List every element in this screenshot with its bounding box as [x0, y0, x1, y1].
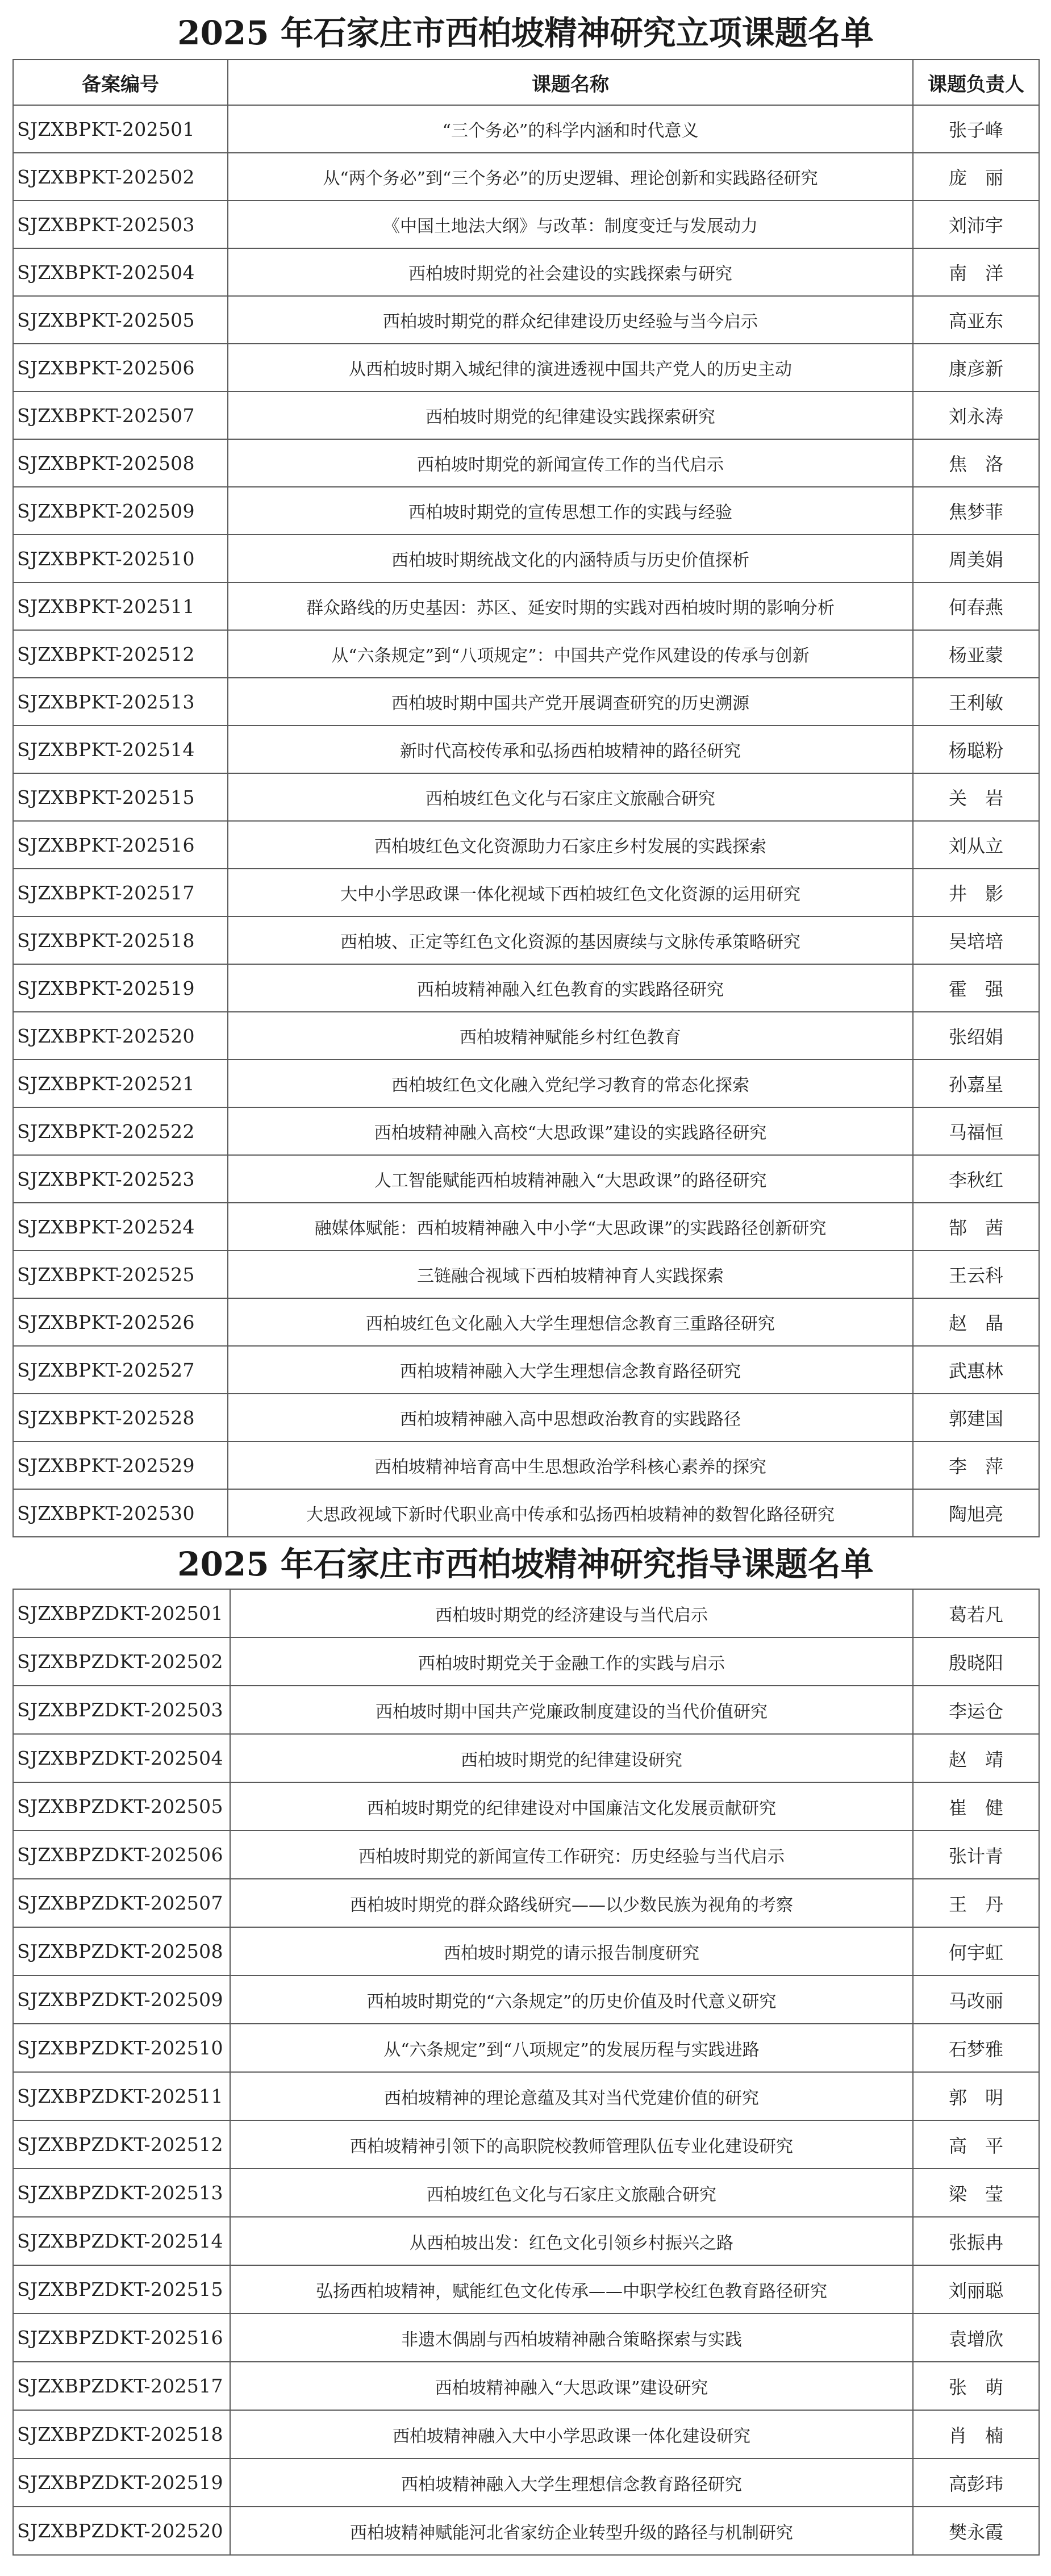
- table-row: [13, 1155, 1039, 1203]
- topic-name-cell: 《中国土地法大纲》与改革：制度变迁与发展动力: [228, 201, 913, 248]
- topic-leader-cell: 张子峰: [913, 105, 1039, 153]
- topic-name-cell: 西柏坡红色文化与石家庄文旅融合研究: [228, 773, 913, 821]
- table-row: [13, 1879, 1039, 1927]
- topic-name-cell: 群众路线的历史基因：苏区、延安时期的实践对西柏坡时期的影响分析: [228, 582, 913, 630]
- filing-number-cell: SJZXBPKT-202523: [13, 1155, 228, 1203]
- filing-number-cell: SJZXBPZDKT-202510: [13, 2024, 230, 2072]
- table-row: [13, 1251, 1039, 1298]
- topic-leader-cell: 郭建国: [913, 1394, 1039, 1441]
- topic-name-cell: 西柏坡、正定等红色文化资源的基因赓续与文脉传承策略研究: [228, 916, 913, 964]
- filing-number-cell: SJZXBPKT-202519: [13, 964, 228, 1012]
- topic-name-cell: 从“六条规定”到“八项规定”的发展历程与实践进路: [230, 2024, 913, 2072]
- table-row: [13, 1441, 1039, 1489]
- topic-leader-cell: 王利敏: [913, 678, 1039, 726]
- filing-number-cell: SJZXBPZDKT-202506: [13, 1831, 230, 1879]
- filing-number-cell: SJZXBPZDKT-202511: [13, 2072, 230, 2120]
- filing-number-cell: SJZXBPKT-202520: [13, 1012, 228, 1060]
- topic-leader-cell: 樊永霞: [913, 2507, 1039, 2555]
- topic-name-cell: 西柏坡时期党的纪律建设实践探索研究: [228, 391, 913, 439]
- topic-name-cell: 从西柏坡时期入城纪律的演进透视中国共产党人的历史主动: [228, 344, 913, 391]
- table-row: [13, 487, 1039, 535]
- topic-name-cell: 西柏坡精神融入高中思想政治教育的实践路径: [228, 1394, 913, 1441]
- table-row: [13, 2217, 1039, 2265]
- table-row: [13, 2314, 1039, 2362]
- topic-leader-cell: 李秋红: [913, 1155, 1039, 1203]
- topic-leader-cell: 高亚东: [913, 296, 1039, 344]
- filing-number-cell: SJZXBPZDKT-202509: [13, 1975, 230, 2024]
- filing-number-cell: SJZXBPZDKT-202503: [13, 1686, 230, 1734]
- table-row: [13, 1589, 1039, 1637]
- topic-name-cell: 西柏坡时期中国共产党廉政制度建设的当代价值研究: [230, 1686, 913, 1734]
- filing-number-cell: SJZXBPKT-202527: [13, 1346, 228, 1394]
- topic-name-cell: 西柏坡时期党的纪律建设研究: [230, 1734, 913, 1782]
- topic-leader-cell: 霍 强: [913, 964, 1039, 1012]
- table-row: [13, 344, 1039, 391]
- topic-leader-cell: 高 平: [913, 2120, 1039, 2169]
- filing-number-cell: SJZXBPKT-202511: [13, 582, 228, 630]
- table-row: [13, 1831, 1039, 1879]
- topic-leader-cell: 崔 健: [913, 1782, 1039, 1831]
- filing-number-cell: SJZXBPZDKT-202512: [13, 2120, 230, 2169]
- topic-leader-cell: 殷晓阳: [913, 1637, 1039, 1686]
- table-row: [13, 1686, 1039, 1734]
- table-row: [13, 1107, 1039, 1155]
- topic-leader-cell: 袁增欣: [913, 2314, 1039, 2362]
- table-row: [13, 296, 1039, 344]
- filing-number-cell: SJZXBPKT-202528: [13, 1394, 228, 1441]
- filing-number-cell: SJZXBPKT-202530: [13, 1489, 228, 1537]
- filing-number-cell: SJZXBPZDKT-202505: [13, 1782, 230, 1831]
- topic-leader-cell: 刘丽聪: [913, 2265, 1039, 2314]
- topic-name-cell: 西柏坡红色文化融入大学生理想信念教育三重路径研究: [228, 1298, 913, 1346]
- topic-leader-cell: 焦 洛: [913, 439, 1039, 487]
- filing-number-cell: SJZXBPZDKT-202517: [13, 2362, 230, 2410]
- topic-name-cell: 西柏坡精神赋能乡村红色教育: [228, 1012, 913, 1060]
- topic-leader-cell: 马福恒: [913, 1107, 1039, 1155]
- table-row: [13, 1060, 1039, 1107]
- approved-topics-table: [12, 59, 1040, 1537]
- topic-name-cell: 西柏坡时期党关于金融工作的实践与启示: [230, 1637, 913, 1686]
- topic-leader-cell: 马改丽: [913, 1975, 1039, 2024]
- table-row: [13, 821, 1039, 869]
- table-row: [13, 1203, 1039, 1251]
- topic-leader-cell: 高彭玮: [913, 2458, 1039, 2507]
- filing-number-cell: SJZXBPZDKT-202516: [13, 2314, 230, 2362]
- table-row: [13, 582, 1039, 630]
- topic-leader-cell: 李运仓: [913, 1686, 1039, 1734]
- topic-name-cell: 西柏坡精神引领下的高职院校教师管理队伍专业化建设研究: [230, 2120, 913, 2169]
- table-row: [13, 1394, 1039, 1441]
- table-row: [13, 2120, 1039, 2169]
- filing-number-cell: SJZXBPKT-202526: [13, 1298, 228, 1346]
- topic-leader-cell: 周美娟: [913, 535, 1039, 582]
- topic-leader-cell: 肖 楠: [913, 2410, 1039, 2458]
- topic-leader-cell: 赵 晶: [913, 1298, 1039, 1346]
- topic-name-cell: 西柏坡时期党的请示报告制度研究: [230, 1927, 913, 1975]
- filing-number-cell: SJZXBPZDKT-202520: [13, 2507, 230, 2555]
- filing-number-cell: SJZXBPZDKT-202507: [13, 1879, 230, 1927]
- approved-topics-body: [13, 105, 1039, 1537]
- topic-name-cell: 西柏坡红色文化资源助力石家庄乡村发展的实践探索: [228, 821, 913, 869]
- filing-number-cell: SJZXBPKT-202522: [13, 1107, 228, 1155]
- topic-leader-cell: 梁 莹: [913, 2169, 1039, 2217]
- topic-name-cell: 西柏坡精神融入红色教育的实践路径研究: [228, 964, 913, 1012]
- header-filing-number: 备案编号: [13, 60, 228, 105]
- topic-leader-cell: 张 萌: [913, 2362, 1039, 2410]
- topic-leader-cell: 赵 靖: [913, 1734, 1039, 1782]
- filing-number-cell: SJZXBPKT-202503: [13, 201, 228, 248]
- approved-topics-title: 2025 年石家庄市西柏坡精神研究立项课题名单: [177, 14, 874, 52]
- table-row: [13, 2072, 1039, 2120]
- table-row: [13, 630, 1039, 678]
- table-row: [13, 1346, 1039, 1394]
- topic-name-cell: 西柏坡精神融入大中小学思政课一体化建设研究: [230, 2410, 913, 2458]
- topic-name-cell: 从“两个务必”到“三个务必”的历史逻辑、理论创新和实践路径研究: [228, 153, 913, 201]
- table-row: [13, 2024, 1039, 2072]
- topic-leader-cell: 武惠林: [913, 1346, 1039, 1394]
- topic-name-cell: 西柏坡时期统战文化的内涵特质与历史价值探析: [228, 535, 913, 582]
- table-row: [13, 916, 1039, 964]
- table-row: [13, 964, 1039, 1012]
- topic-name-cell: 大中小学思政课一体化视域下西柏坡红色文化资源的运用研究: [228, 869, 913, 916]
- table-row: [13, 1298, 1039, 1346]
- topic-name-cell: 西柏坡精神的理论意蕴及其对当代党建价值的研究: [230, 2072, 913, 2120]
- topic-leader-cell: 庞 丽: [913, 153, 1039, 201]
- table-row: [13, 869, 1039, 916]
- topic-leader-cell: 井 影: [913, 869, 1039, 916]
- table-row: [13, 391, 1039, 439]
- table-row: [13, 2362, 1039, 2410]
- topic-name-cell: 从西柏坡出发：红色文化引领乡村振兴之路: [230, 2217, 913, 2265]
- topic-name-cell: 人工智能赋能西柏坡精神融入“大思政课”的路径研究: [228, 1155, 913, 1203]
- topic-leader-cell: 南 洋: [913, 248, 1039, 296]
- filing-number-cell: SJZXBPKT-202515: [13, 773, 228, 821]
- topic-name-cell: 西柏坡精神融入大学生理想信念教育路径研究: [230, 2458, 913, 2507]
- guided-topics-table: [12, 1589, 1040, 2556]
- topic-leader-cell: 何春燕: [913, 582, 1039, 630]
- table-row: [13, 439, 1039, 487]
- topic-leader-cell: 郭 明: [913, 2072, 1039, 2120]
- table-row: [13, 2410, 1039, 2458]
- topic-name-cell: 西柏坡精神赋能河北省家纺企业转型升级的路径与机制研究: [230, 2507, 913, 2555]
- topic-leader-cell: 王云科: [913, 1251, 1039, 1298]
- topic-name-cell: 西柏坡红色文化融入党纪学习教育的常态化探索: [228, 1060, 913, 1107]
- filing-number-cell: SJZXBPKT-202514: [13, 726, 228, 773]
- filing-number-cell: SJZXBPZDKT-202519: [13, 2458, 230, 2507]
- header-topic-leader: 课题负责人: [913, 60, 1039, 105]
- table-row: [13, 1927, 1039, 1975]
- topic-leader-cell: 张振冉: [913, 2217, 1039, 2265]
- topic-leader-cell: 吴培培: [913, 916, 1039, 964]
- topic-leader-cell: 郜 茜: [913, 1203, 1039, 1251]
- topic-name-cell: 西柏坡时期党的新闻宣传工作的当代启示: [228, 439, 913, 487]
- topic-name-cell: 西柏坡时期党的群众纪律建设历史经验与当今启示: [228, 296, 913, 344]
- filing-number-cell: SJZXBPKT-202512: [13, 630, 228, 678]
- topic-name-cell: 非遗木偶剧与西柏坡精神融合策略探索与实践: [230, 2314, 913, 2362]
- guided-topics-title: 2025 年石家庄市西柏坡精神研究指导课题名单: [177, 1545, 874, 1583]
- filing-number-cell: SJZXBPKT-202516: [13, 821, 228, 869]
- topic-name-cell: 西柏坡时期党的纪律建设对中国廉洁文化发展贡献研究: [230, 1782, 913, 1831]
- topic-leader-cell: 刘永涛: [913, 391, 1039, 439]
- table-row: [13, 201, 1039, 248]
- filing-number-cell: SJZXBPZDKT-202513: [13, 2169, 230, 2217]
- filing-number-cell: SJZXBPZDKT-202501: [13, 1589, 230, 1637]
- filing-number-cell: SJZXBPKT-202524: [13, 1203, 228, 1251]
- topic-leader-cell: 张计青: [913, 1831, 1039, 1879]
- table-row: [13, 773, 1039, 821]
- topic-name-cell: 从“六条规定”到“八项规定”：中国共产党作风建设的传承与创新: [228, 630, 913, 678]
- topic-leader-cell: 张绍娟: [913, 1012, 1039, 1060]
- table-row: [13, 248, 1039, 296]
- filing-number-cell: SJZXBPZDKT-202502: [13, 1637, 230, 1686]
- topic-name-cell: 西柏坡时期党的群众路线研究——以少数民族为视角的考察: [230, 1879, 913, 1927]
- topic-leader-cell: 孙嘉星: [913, 1060, 1039, 1107]
- filing-number-cell: SJZXBPKT-202506: [13, 344, 228, 391]
- topic-name-cell: 融媒体赋能：西柏坡精神融入中小学“大思政课”的实践路径创新研究: [228, 1203, 913, 1251]
- table-row: [13, 678, 1039, 726]
- table-row: [13, 2265, 1039, 2314]
- topic-leader-cell: 杨聪粉: [913, 726, 1039, 773]
- filing-number-cell: SJZXBPKT-202508: [13, 439, 228, 487]
- filing-number-cell: SJZXBPKT-202529: [13, 1441, 228, 1489]
- filing-number-cell: SJZXBPKT-202509: [13, 487, 228, 535]
- table-header-row: [13, 60, 1039, 105]
- filing-number-cell: SJZXBPZDKT-202504: [13, 1734, 230, 1782]
- topic-name-cell: 西柏坡时期党的新闻宣传工作研究：历史经验与当代启示: [230, 1831, 913, 1879]
- topic-name-cell: 西柏坡时期党的“六条规定”的历史价值及时代意义研究: [230, 1975, 913, 2024]
- topic-name-cell: 西柏坡时期党的宣传思想工作的实践与经验: [228, 487, 913, 535]
- filing-number-cell: SJZXBPZDKT-202515: [13, 2265, 230, 2314]
- topic-name-cell: 大思政视域下新时代职业高中传承和弘扬西柏坡精神的数智化路径研究: [228, 1489, 913, 1537]
- filing-number-cell: SJZXBPKT-202504: [13, 248, 228, 296]
- topic-name-cell: 西柏坡精神融入高校“大思政课”建设的实践路径研究: [228, 1107, 913, 1155]
- filing-number-cell: SJZXBPKT-202507: [13, 391, 228, 439]
- topic-leader-cell: 杨亚蒙: [913, 630, 1039, 678]
- topic-leader-cell: 关 岩: [913, 773, 1039, 821]
- topic-name-cell: 西柏坡时期中国共产党开展调查研究的历史溯源: [228, 678, 913, 726]
- topic-leader-cell: 刘沛宇: [913, 201, 1039, 248]
- table-row: [13, 726, 1039, 773]
- filing-number-cell: SJZXBPKT-202501: [13, 105, 228, 153]
- topic-leader-cell: 康彦新: [913, 344, 1039, 391]
- topic-name-cell: 弘扬西柏坡精神，赋能红色文化传承——中职学校红色教育路径研究: [230, 2265, 913, 2314]
- table-row: [13, 2458, 1039, 2507]
- filing-number-cell: SJZXBPZDKT-202518: [13, 2410, 230, 2458]
- topic-leader-cell: 石梦雅: [913, 2024, 1039, 2072]
- filing-number-cell: SJZXBPKT-202505: [13, 296, 228, 344]
- filing-number-cell: SJZXBPZDKT-202514: [13, 2217, 230, 2265]
- topic-leader-cell: 李 萍: [913, 1441, 1039, 1489]
- filing-number-cell: SJZXBPKT-202525: [13, 1251, 228, 1298]
- table-row: [13, 1734, 1039, 1782]
- topic-name-cell: 西柏坡精神培育高中生思想政治学科核心素养的探究: [228, 1441, 913, 1489]
- topic-name-cell: 西柏坡精神融入大学生理想信念教育路径研究: [228, 1346, 913, 1394]
- topic-name-cell: 西柏坡时期党的社会建设的实践探索与研究: [228, 248, 913, 296]
- table-row: [13, 1782, 1039, 1831]
- filing-number-cell: SJZXBPKT-202513: [13, 678, 228, 726]
- topic-leader-cell: 何宇虹: [913, 1927, 1039, 1975]
- topic-name-cell: 三链融合视域下西柏坡精神育人实践探索: [228, 1251, 913, 1298]
- filing-number-cell: SJZXBPKT-202510: [13, 535, 228, 582]
- topic-name-cell: 新时代高校传承和弘扬西柏坡精神的路径研究: [228, 726, 913, 773]
- topic-name-cell: 西柏坡红色文化与石家庄文旅融合研究: [230, 2169, 913, 2217]
- table-row: [13, 105, 1039, 153]
- table-row: [13, 535, 1039, 582]
- header-topic-name: 课题名称: [228, 60, 913, 105]
- topic-leader-cell: 葛若凡: [913, 1589, 1039, 1637]
- topic-name-cell: “三个务必”的科学内涵和时代意义: [228, 105, 913, 153]
- filing-number-cell: SJZXBPZDKT-202508: [13, 1927, 230, 1975]
- guided-topics-body: [13, 1589, 1039, 2555]
- filing-number-cell: SJZXBPKT-202517: [13, 869, 228, 916]
- filing-number-cell: SJZXBPKT-202518: [13, 916, 228, 964]
- table-row: [13, 1637, 1039, 1686]
- table-row: [13, 2507, 1039, 2555]
- topic-leader-cell: 陶旭亮: [913, 1489, 1039, 1537]
- table-row: [13, 153, 1039, 201]
- filing-number-cell: SJZXBPKT-202521: [13, 1060, 228, 1107]
- topic-leader-cell: 刘从立: [913, 821, 1039, 869]
- filing-number-cell: SJZXBPKT-202502: [13, 153, 228, 201]
- table-row: [13, 1012, 1039, 1060]
- table-row: [13, 2169, 1039, 2217]
- topic-leader-cell: 焦梦菲: [913, 487, 1039, 535]
- topic-name-cell: 西柏坡精神融入“大思政课”建设研究: [230, 2362, 913, 2410]
- topic-name-cell: 西柏坡时期党的经济建设与当代启示: [230, 1589, 913, 1637]
- table-row: [13, 1489, 1039, 1537]
- table-row: [13, 1975, 1039, 2024]
- topic-leader-cell: 王 丹: [913, 1879, 1039, 1927]
